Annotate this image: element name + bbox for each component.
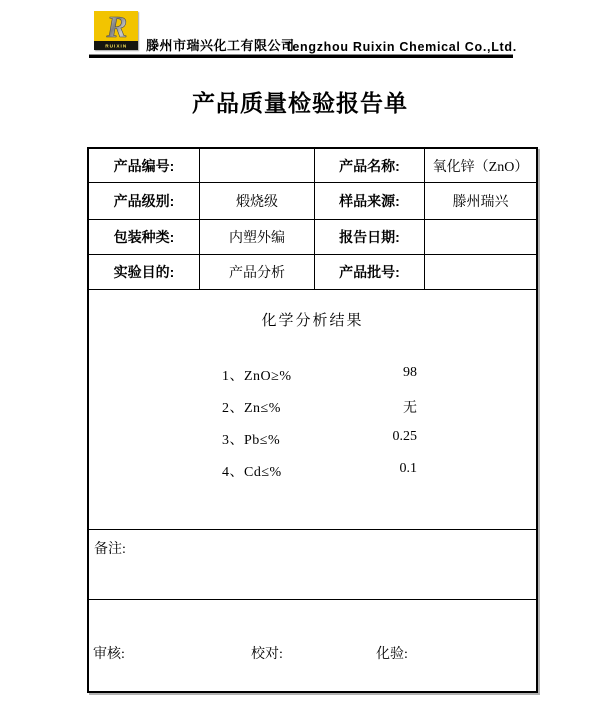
review-signature-label: 审核: <box>93 647 125 662</box>
sample-source-label: 样品来源: <box>315 183 425 220</box>
report-date-value <box>425 220 536 255</box>
test-signature-label: 化验: <box>376 647 408 662</box>
product-name-value: 氧化锌（ZnO） <box>425 149 536 183</box>
analysis-item-zno <box>89 365 536 382</box>
test-purpose-label: 实验目的: <box>89 255 200 290</box>
logo-brand-text: RUIXIN <box>104 42 128 49</box>
analysis-item-label: 1、ZnO≥% <box>222 369 292 384</box>
analysis-item-value: 0.1 <box>399 461 417 476</box>
proofread-signature-label: 校对: <box>251 647 283 662</box>
analysis-item-cd <box>89 461 536 478</box>
analysis-item-label: 2、Zn≤% <box>222 401 281 416</box>
analysis-item-pb <box>89 429 536 446</box>
product-grade-label: 产品级别: <box>89 183 200 220</box>
logo-r-icon <box>94 11 138 41</box>
analysis-item-value: 无 <box>403 401 417 416</box>
package-type-label: 包装种类: <box>89 220 200 255</box>
letterhead-rule <box>89 54 513 58</box>
package-type-value: 内塑外编 <box>200 220 315 255</box>
logo-brand-band <box>94 41 138 50</box>
analysis-item-label: 4、Cd≤% <box>222 465 282 480</box>
test-purpose-value: 产品分析 <box>200 255 315 290</box>
remarks-label: 备注: <box>94 542 126 557</box>
analysis-item-value: 98 <box>403 365 417 380</box>
analysis-item-value: 0.25 <box>392 429 417 444</box>
analysis-heading: 化学分析结果 <box>261 313 364 329</box>
product-grade-value: 煅烧级 <box>200 183 315 220</box>
product-code-label: 产品编号: <box>89 149 200 183</box>
company-name-cn: 滕州市瑞兴化工有限公司 <box>146 38 295 53</box>
info-grid <box>89 149 536 290</box>
remarks-section <box>89 530 536 600</box>
page-title: 产品质量检验报告单 <box>192 90 408 116</box>
product-name-label: 产品名称: <box>315 149 425 183</box>
analysis-section <box>89 290 536 530</box>
company-logo <box>94 11 138 50</box>
signatures-section <box>89 600 536 689</box>
batch-number-label: 产品批号: <box>315 255 425 290</box>
analysis-item-label: 3、Pb≤% <box>222 433 281 448</box>
batch-number-value <box>425 255 536 290</box>
company-name-en: Tengzhou Ruixin Chemical Co.,Ltd. <box>285 40 517 54</box>
letterhead <box>89 11 517 54</box>
report-date-label: 报告日期: <box>315 220 425 255</box>
product-code-value <box>200 149 315 183</box>
report-table <box>87 147 538 693</box>
sample-source-value: 滕州瑞兴 <box>425 183 536 220</box>
svg-text:R: R <box>106 11 128 41</box>
analysis-item-zn <box>89 397 536 414</box>
